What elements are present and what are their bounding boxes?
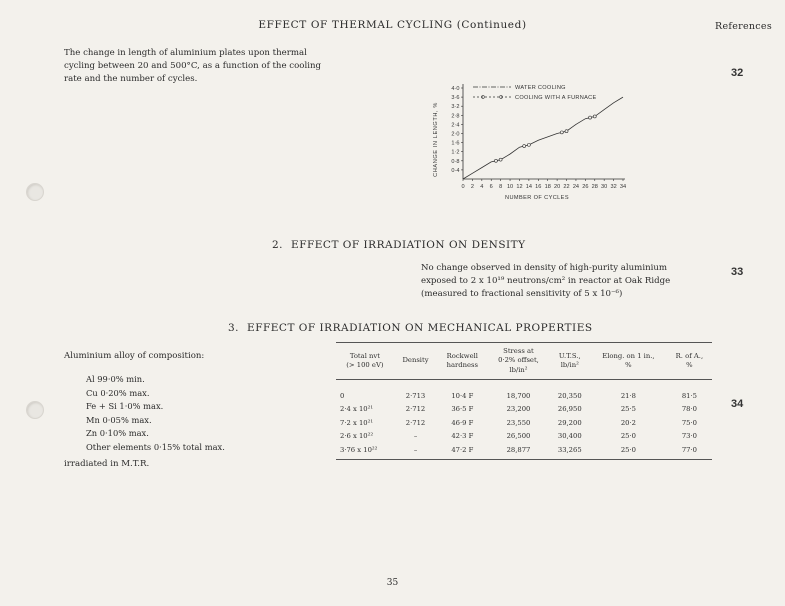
x-tick-label: 28 (591, 184, 598, 190)
x-tick-label: 26 (582, 184, 589, 190)
cell-rockwell: 42·3 F (451, 432, 474, 441)
col-header-rockwell (437, 343, 487, 380)
col-header-density (394, 343, 437, 380)
thermal-cycling-chart (425, 78, 645, 208)
x-tick-label: 16 (535, 184, 542, 190)
density-line: exposed to 2 x 10¹⁹ neutrons/cm² in reactor at Oak Ridge (421, 276, 671, 286)
x-tick-label: 4 (480, 184, 484, 190)
cell-reduction-area: 81·5 (681, 391, 697, 400)
composition-item: Fe + Si 1·0% max. (86, 401, 164, 411)
header-line: hardness (446, 361, 479, 369)
section-3-heading (228, 322, 593, 334)
header-line: Stress at (503, 346, 534, 355)
cell-density: 2·713 (405, 391, 426, 400)
cell-elongation: 25·0 (590, 443, 667, 459)
table-row (336, 443, 712, 459)
composition-item: Cu 0·20% max. (86, 387, 150, 398)
header-line: % (686, 361, 693, 369)
intro-line: rate and the number of cycles. (64, 74, 198, 84)
composition-item: Al 99·0% min. (86, 374, 145, 384)
irradiated-note: irradiated in M.T.R. (64, 459, 150, 469)
cell-total-nvt: 3·76 x 10²² (336, 443, 394, 459)
mechanical-properties-table (336, 342, 712, 460)
header-line: R. of A., (675, 351, 704, 360)
x-tick-label: 32 (610, 184, 617, 190)
col-header-reduction-area (667, 343, 712, 380)
x-tick-label: 2 (470, 184, 474, 190)
y-tick-label: 0·8 (451, 158, 460, 165)
cell-density: – (394, 443, 437, 459)
composition-title: Aluminium alloy of composition: (64, 351, 205, 361)
series-point (494, 159, 497, 162)
table-row (336, 430, 712, 444)
y-tick-label: 3·6 (451, 95, 460, 102)
header-line: Rockwell (446, 351, 478, 360)
header-line: Total nvt (349, 351, 380, 360)
col-header-uts (550, 343, 591, 380)
cell-uts: 29,200 (557, 418, 582, 427)
x-tick-label: 10 (506, 184, 514, 190)
cell-uts: 33,265 (550, 443, 591, 459)
x-tick-label: 24 (572, 184, 580, 190)
page-number: 35 (386, 578, 399, 588)
density-line: No change observed in density of high-purity aluminium (421, 263, 668, 273)
x-tick-label: 30 (601, 184, 608, 190)
cell-rockwell: 36·5 F (451, 405, 474, 414)
cell-stress: 23,200 (506, 405, 531, 414)
composition-item: Zn 0·10% max. (86, 428, 149, 438)
section-2-number: 2. (272, 239, 284, 251)
series-line-furnace (463, 97, 623, 179)
col-header-stress (487, 343, 549, 380)
legend-water-cooling-label: WATER COOLING (515, 85, 566, 91)
cell-uts: 20,350 (557, 391, 582, 400)
series-point (523, 145, 526, 148)
series-point (499, 158, 502, 161)
cell-stress: 26,500 (506, 432, 531, 441)
intro-paragraph (64, 47, 321, 86)
series-point (565, 130, 568, 133)
cell-density: – (413, 432, 418, 441)
cell-elongation: 21·8 (620, 391, 636, 400)
reference-number-34: 34 (731, 398, 744, 410)
cell-elongation: 20·2 (620, 418, 636, 427)
reference-number-32: 32 (731, 67, 744, 79)
cell-total-nvt: 0 (340, 391, 345, 400)
cell-reduction-area: 77·0 (667, 443, 712, 459)
table-row (336, 416, 712, 430)
composition-item: Other elements 0·15% total max. (86, 441, 225, 452)
cell-stress: 18,700 (506, 391, 531, 400)
header-line: lb/in² (509, 365, 528, 374)
punch-hole-top (26, 183, 44, 201)
section-2-title: EFFECT OF IRRADIATION ON DENSITY (291, 239, 526, 251)
cell-uts: 30,400 (557, 432, 582, 441)
x-tick-label: 8 (499, 184, 503, 190)
page-title: EFFECT OF THERMAL CYCLING (Continued) (258, 19, 527, 31)
x-tick-label: 12 (516, 184, 523, 190)
y-tick-label: 1·2 (451, 149, 460, 156)
cell-total-nvt: 2·4 x 10²¹ (340, 405, 374, 414)
references-heading: References (715, 21, 773, 32)
y-tick-label: 1·6 (451, 140, 460, 147)
density-paragraph (421, 262, 670, 301)
header-line: lb/in² (560, 361, 579, 369)
cell-rockwell: 10·4 F (451, 391, 474, 400)
cell-elongation: 25·5 (620, 405, 636, 414)
y-tick-label: 3·2 (451, 104, 460, 111)
cell-rockwell: 46·9 F (451, 418, 474, 427)
header-line: 0·2% offset, (498, 356, 539, 365)
cell-elongation: 25·0 (620, 432, 636, 441)
series-point (589, 116, 592, 119)
table-row (336, 380, 712, 403)
density-line: (measured to fractional sensitivity of 5 x 10⁻⁶) (421, 289, 623, 299)
x-tick-label: 22 (563, 184, 570, 190)
reference-number-33: 33 (731, 266, 744, 278)
section-2-heading (272, 239, 526, 251)
header-line: % (625, 361, 632, 369)
header-line: U.T.S., (558, 351, 581, 360)
x-tick-label: 6 (489, 184, 493, 190)
x-tick-label: 34 (619, 184, 627, 190)
cell-density: 2·712 (405, 418, 426, 427)
header-line: (> 100 eV) (346, 361, 384, 369)
y-tick-label: 2·0 (451, 131, 460, 138)
y-tick-label: 0·4 (451, 167, 460, 174)
header-line: Density (402, 356, 429, 365)
x-tick-label: 18 (544, 184, 551, 190)
legend-furnace-label: COOLING WITH A FURNACE (515, 95, 597, 101)
cell-reduction-area: 73·0 (681, 432, 697, 441)
table-header-row (336, 343, 712, 380)
x-tick-label: 20 (554, 184, 561, 190)
y-tick-label: 4·0 (451, 86, 460, 92)
series-point (527, 143, 530, 146)
x-tick-label: 14 (525, 184, 532, 190)
cell-reduction-area: 78·0 (681, 405, 697, 414)
col-header-elongation (590, 343, 667, 380)
cell-rockwell: 47·2 F (437, 443, 487, 459)
series-point (560, 131, 563, 134)
y-tick-label: 2·4 (451, 122, 460, 129)
y-axis-label: CHANGE IN LENGTH, % (433, 102, 439, 177)
composition-list (86, 373, 225, 454)
section-3-title: EFFECT OF IRRADIATION ON MECHANICAL PROPERTIES (247, 322, 593, 334)
cell-uts: 26,950 (557, 405, 582, 414)
punch-hole-bottom (26, 401, 44, 419)
y-tick-label: 2·8 (451, 113, 460, 120)
cell-stress: 23,550 (506, 418, 531, 427)
intro-line: cycling between 20 and 500°C, as a function of the cooling (64, 61, 321, 71)
intro-line: The change in length of aluminium plates upon thermal (64, 48, 307, 58)
cell-density: 2·712 (405, 405, 426, 414)
x-tick-label: 0 (461, 184, 465, 190)
series-point (593, 115, 596, 118)
cell-stress: 28,877 (487, 443, 549, 459)
x-axis-label: NUMBER OF CYCLES (505, 195, 569, 201)
col-header-total-nvt (336, 343, 394, 380)
cell-reduction-area: 75·0 (681, 418, 697, 427)
table-row (336, 403, 712, 417)
cell-total-nvt: 7·2 x 10²¹ (340, 418, 374, 427)
cell-total-nvt: 2·6 x 10²² (340, 432, 374, 441)
section-3-number: 3. (228, 322, 240, 334)
composition-item: Mn 0·05% max. (86, 414, 152, 425)
header-line: Elong. on 1 in., (602, 351, 655, 360)
